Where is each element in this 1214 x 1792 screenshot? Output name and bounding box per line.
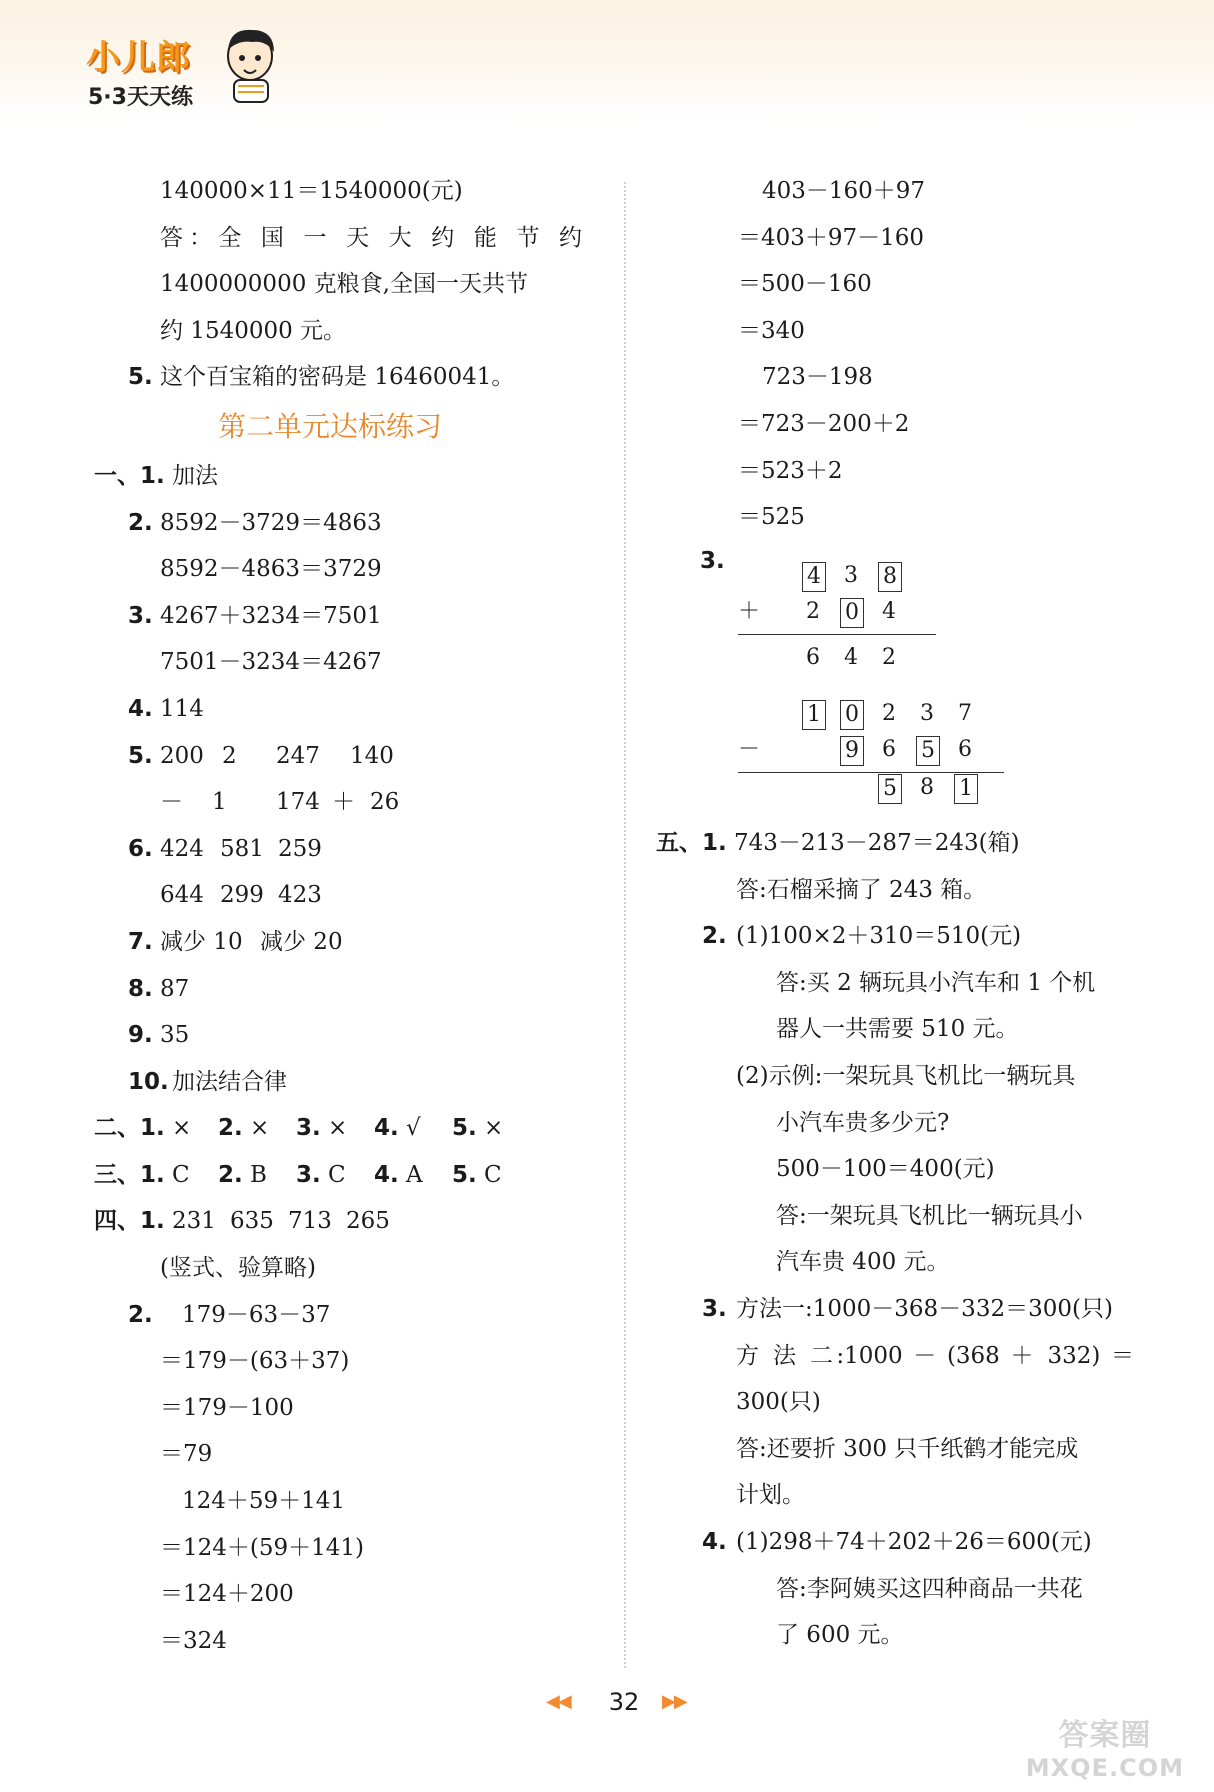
digit: 6 — [882, 737, 896, 762]
section-5-q3: 3. 方法一:1000－368－332＝300(只) — [702, 1295, 1113, 1322]
digit-box: 0 — [840, 598, 864, 628]
section-5-q1: 五、1. 743－213－287＝243(箱) — [656, 830, 1020, 856]
question-10: 10. 加法结合律 — [128, 1068, 287, 1095]
digit-box: 8 — [878, 562, 902, 592]
section-3: 三、1. C 2. B 3. C 4. A 5. C — [94, 1161, 502, 1188]
calc-step: ＝723－200＋2 — [738, 410, 910, 437]
question-4-2: 2. 179－63－37 — [128, 1301, 331, 1328]
calc-step: ＝124＋(59＋141) — [160, 1534, 365, 1561]
answer-line: 答：全 国 一 天 大 约 能 节 约 — [160, 224, 583, 251]
question-5b: 5. 200 2 247 140 — [128, 742, 394, 769]
answer-line: 计划。 — [736, 1482, 805, 1509]
next-page-icon: ▶▶ — [662, 1691, 686, 1712]
answer-line: 300(只) — [736, 1389, 821, 1416]
watermark — [1026, 1710, 1184, 1782]
logo-title: 小儿郎 — [86, 38, 191, 78]
answer-line: 答:李阿姨买这四种商品一共花 — [776, 1575, 1083, 1602]
section-4-q1: 四、1. 231 635 713 265 — [94, 1208, 390, 1235]
operator-plus: ＋ — [738, 599, 761, 624]
calc-step: ＝340 — [738, 317, 805, 344]
digit: 4 — [882, 599, 896, 624]
digit-box: 0 — [840, 700, 864, 730]
section-5-q4: 4. (1)298＋74＋202＋26＝600(元) — [702, 1528, 1092, 1555]
answer-line: 7501－3234＝4267 — [160, 649, 382, 676]
answer-line: 方 法 二:1000 － (368 ＋ 332) ＝ — [736, 1342, 1134, 1369]
mascot-icon — [216, 26, 286, 106]
answer-line: 小汽车贵多少元? — [776, 1109, 950, 1136]
question-3-number: 3. — [700, 548, 725, 574]
digit-box: 1 — [954, 774, 978, 804]
answer-line: 500－100＝400(元) — [776, 1156, 995, 1183]
calc-step: ＝179－(63＋37) — [160, 1348, 350, 1375]
difference-line — [738, 772, 1004, 773]
digit: 3 — [844, 563, 858, 588]
question-3: 3. 4267＋3234＝7501 — [128, 602, 382, 629]
answer-line: 140000×11＝1540000(元) — [160, 178, 463, 204]
answer-line: 答:买 2 辆玩具小汽车和 1 个机 — [776, 969, 1096, 996]
digit: 6 — [958, 737, 972, 762]
digit: 8 — [920, 775, 934, 800]
logo-subtitle: 5·3天天练 — [88, 85, 193, 110]
answer-line: (2)示例:一架玩具飞机比一辆玩具 — [736, 1062, 1076, 1089]
sum-line — [738, 634, 936, 635]
question-9: 9. 35 — [128, 1022, 190, 1049]
answer-line: 汽车贵 400 元。 — [776, 1249, 950, 1276]
question-5: 5. 这个百宝箱的密码是 16460041。 — [128, 364, 515, 391]
answer-line: 了 600 元。 — [776, 1622, 904, 1649]
question-4: 4. 114 — [128, 695, 204, 722]
digit: 3 — [920, 701, 934, 726]
calc-step: ＝523＋2 — [738, 457, 843, 484]
column-divider — [624, 182, 626, 1668]
calc-step: ＝124＋200 — [160, 1581, 294, 1608]
calc-step: ＝500－160 — [738, 271, 872, 298]
digit: 4 — [844, 645, 858, 670]
calc-step: ＝403＋97－160 — [738, 224, 925, 251]
digit: 2 — [806, 599, 820, 624]
section-2: 二、1. × 2. × 3. × 4. √ 5. × — [94, 1115, 504, 1142]
right-column — [656, 168, 1176, 541]
calc-step: ＝525 — [738, 504, 805, 531]
left-column — [94, 168, 594, 1664]
answer-line: 644 299 423 — [160, 882, 322, 909]
operator-minus: － — [738, 737, 761, 762]
digit-box: 4 — [802, 562, 826, 592]
question-6: 6. 424 581 259 — [128, 835, 322, 862]
digit-box: 5 — [916, 736, 940, 766]
calc-step: 124＋59＋141 — [182, 1488, 346, 1515]
digit: 2 — [882, 701, 896, 726]
digit: 2 — [882, 645, 896, 670]
calc-step: 723－198 — [762, 364, 873, 391]
answer-line: (竖式、验算略) — [160, 1255, 316, 1282]
watermark-url: MXQE.COM — [1025, 1754, 1184, 1782]
section-5 — [656, 820, 1176, 1659]
answer-line: － 1 174 ＋ 26 — [160, 789, 400, 816]
answer-line: 器人一共需要 510 元。 — [776, 1016, 1019, 1043]
digit-box: 5 — [878, 774, 902, 804]
calc-step: ＝324 — [160, 1627, 227, 1654]
answer-line: 答:石榴采摘了 243 箱。 — [736, 876, 987, 903]
page-number: 32 — [608, 1688, 640, 1716]
answer-line: 8592－4863＝3729 — [160, 556, 382, 583]
logo — [86, 26, 286, 126]
digit: 6 — [806, 645, 820, 670]
section-5-q2: 2. (1)100×2＋310＝510(元) — [702, 923, 1022, 950]
prev-page-icon: ◀◀ — [546, 1691, 570, 1712]
digit-box: 9 — [840, 736, 864, 766]
answer-line: 答:还要折 300 只千纸鹤才能完成 — [736, 1435, 1079, 1462]
question-8: 8. 87 — [128, 975, 190, 1002]
calc-step: ＝79 — [160, 1441, 213, 1468]
digit: 7 — [958, 701, 972, 726]
question-2: 2. 8592－3729＝4863 — [128, 509, 382, 536]
section-1-q1: 一、1. 加法 — [94, 462, 218, 489]
watermark-title: 答案圈 — [1058, 1718, 1152, 1753]
answer-line: 约 1540000 元。 — [160, 317, 347, 344]
digit-box: 1 — [802, 700, 826, 730]
calc-step: ＝179－100 — [160, 1394, 294, 1421]
unit-title: 第二单元达标练习 — [218, 409, 443, 443]
calc-step: 403－160＋97 — [762, 178, 926, 204]
answer-line: 答:一架玩具飞机比一辆玩具小 — [776, 1202, 1083, 1229]
answer-line: 1400000000 克粮食,全国一天共节 — [160, 271, 528, 298]
question-7: 7. 减少 10 减少 20 — [128, 928, 343, 955]
